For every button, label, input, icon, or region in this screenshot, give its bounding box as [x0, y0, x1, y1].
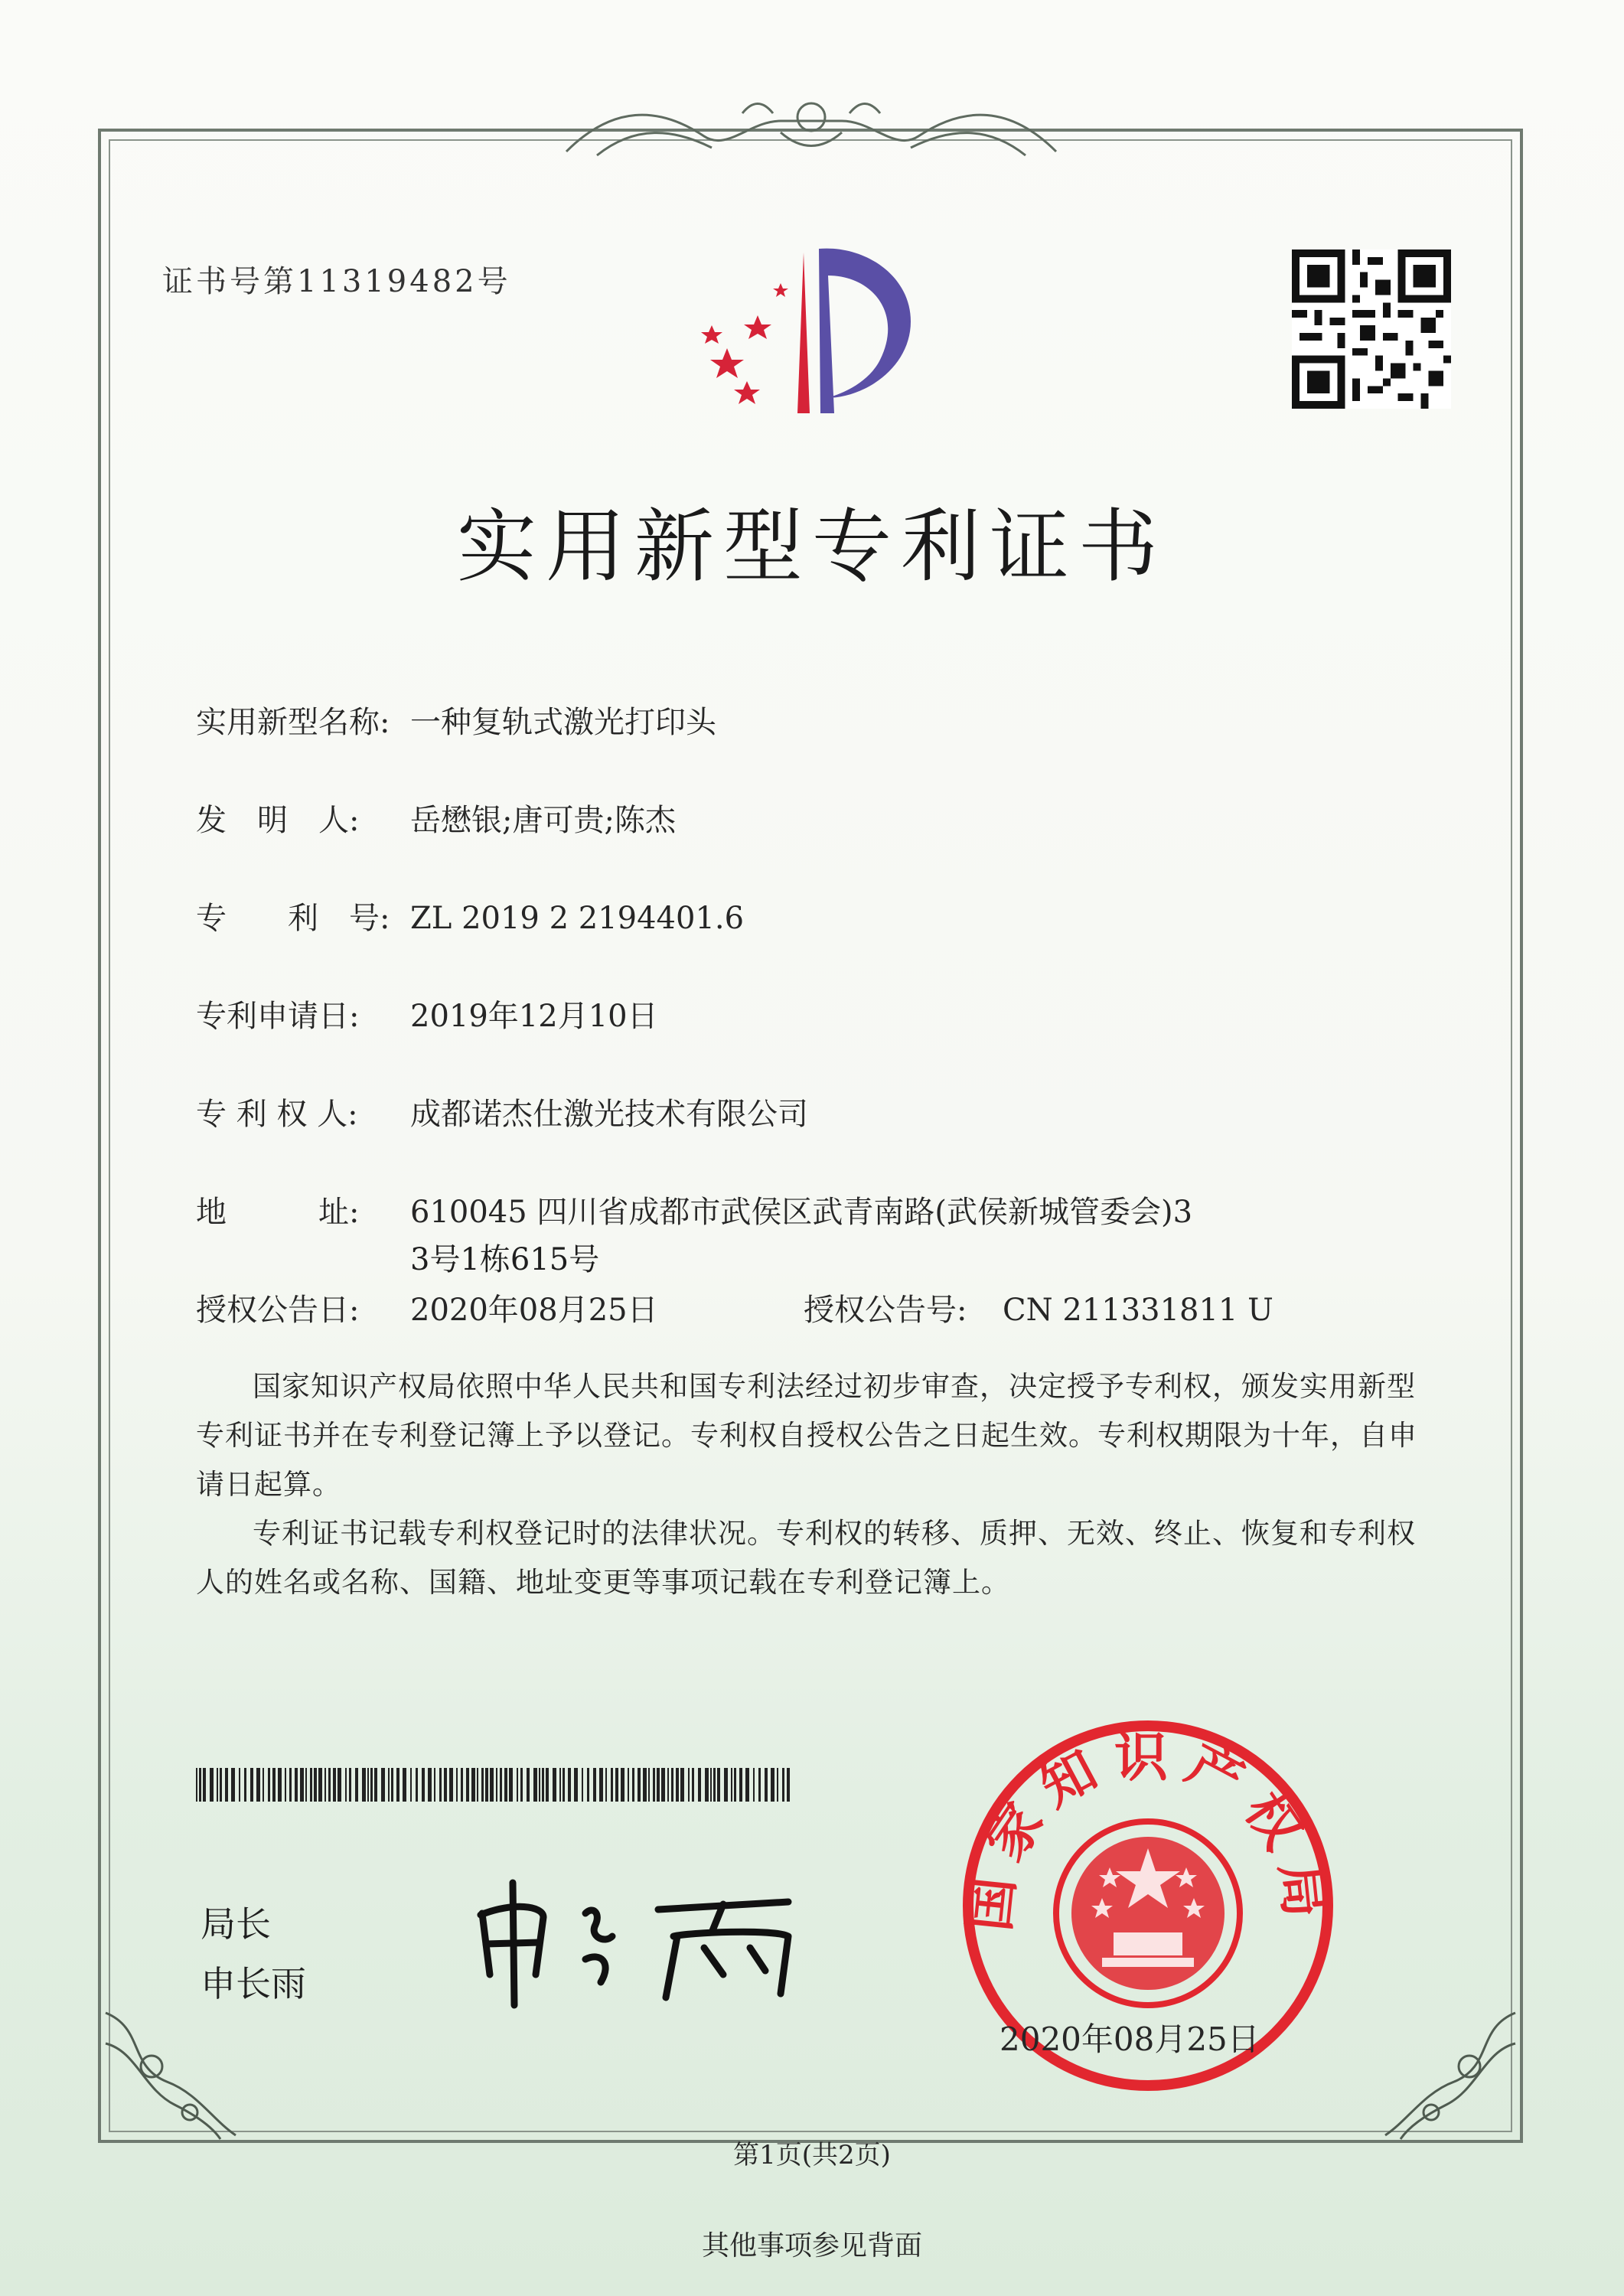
certificate-body	[196, 1362, 1420, 1607]
top-ornament-icon	[551, 90, 1071, 167]
body-paragraph: 国家知识产权局依照中华人民共和国专利法经过初步审查，决定授予专利权，颁发实用新型专利证书并在专利登记簿上予以登记。专利权自授权公告之日起生效。专利权期限为十年，自申请日起算。	[196, 1370, 1417, 1501]
field-patentee	[196, 1090, 808, 1133]
field-grant-number	[804, 1286, 1273, 1329]
field-label: 地 址:	[196, 1195, 360, 1230]
field-label: 专 利 号:	[196, 901, 390, 936]
field-patent-number	[196, 894, 744, 938]
field-address	[196, 1188, 1192, 1231]
field-label: 发 明 人:	[196, 803, 360, 838]
barcode-icon	[196, 1768, 793, 1802]
director-name: 申长雨	[201, 1963, 306, 2004]
field-label: 授权公告号:	[804, 1293, 967, 1328]
page-number: 第1页(共2页)	[733, 2140, 891, 2170]
field-address-line2: 3号1栋615号	[410, 1242, 600, 1277]
svg-text:国家知识产权局: 国家知识产权局	[957, 1726, 1339, 1934]
field-value: CN 211331811 U	[1003, 1293, 1273, 1328]
field-value: 成都诺杰仕激光技术有限公司	[410, 1097, 808, 1132]
field-value: 2020年08月25日	[410, 1293, 658, 1328]
field-label: 专 利 权 人:	[196, 1097, 358, 1132]
footer-note: 其他事项参见背面	[701, 2230, 922, 2262]
certificate-number: 证书号第11319482号	[162, 264, 511, 299]
director-title: 局长	[201, 1903, 271, 1945]
seal-date: 2020年08月25日	[1000, 2020, 1260, 2058]
field-label: 实用新型名称:	[196, 705, 390, 740]
field-filing-date	[196, 992, 658, 1035]
field-value: 岳懋银;唐可贵;陈杰	[410, 803, 676, 838]
corner-ornament-icon	[98, 1998, 243, 2143]
field-inventor	[196, 796, 676, 840]
body-paragraph: 专利证书记载专利权登记时的法律状况。专利权的转移、质押、无效、终止、恢复和专利权人的姓名或名称、国籍、地址变更等事项记载在专利登记簿上。	[196, 1517, 1416, 1599]
field-grant-date	[196, 1286, 658, 1329]
signature-icon	[459, 1860, 819, 2013]
field-value: 610045 四川省成都市武侯区武青南路(武侯新城管委会)3	[410, 1195, 1193, 1230]
field-label: 授权公告日:	[196, 1293, 360, 1328]
corner-ornament-icon	[1378, 1998, 1523, 2143]
qr-code-icon	[1292, 249, 1451, 409]
field-value: 一种复轨式激光打印头	[410, 705, 716, 740]
cnipa-emblem-icon	[681, 230, 941, 421]
field-label: 专利申请日:	[196, 999, 360, 1034]
field-value: 2019年12月10日	[410, 999, 658, 1034]
field-value: ZL 2019 2 2194401.6	[410, 901, 745, 936]
document-title: 实用新型专利证书	[456, 500, 1167, 593]
field-utility-model-name	[196, 698, 716, 742]
